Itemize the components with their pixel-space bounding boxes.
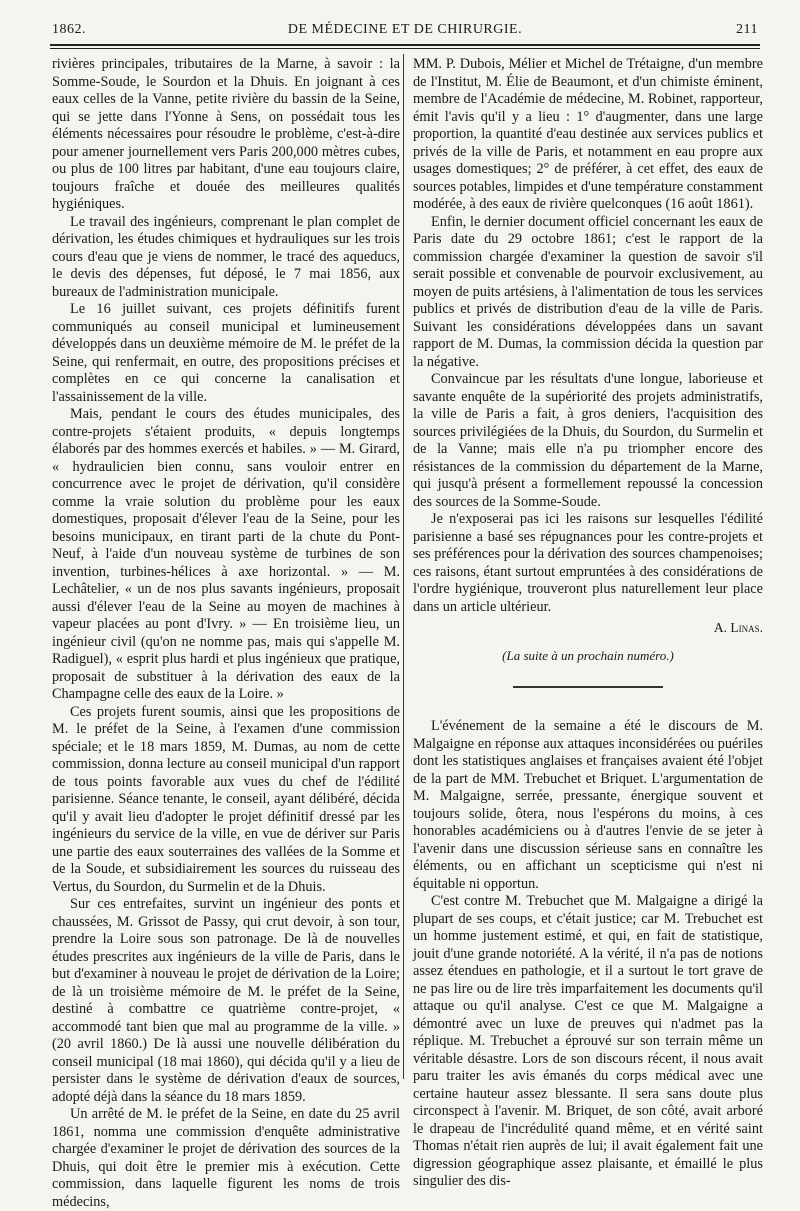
running-header xyxy=(52,22,758,44)
header-page-number: 211 xyxy=(736,22,758,37)
to-be-continued-note: (La suite à un prochain numéro.) xyxy=(502,647,674,663)
paragraph: Mais, pendant le cours des études municipales, des contre-projets s'étaient produits, « depuis longtemps élaborés par des hommes exercés et habiles. » — M. Girard, « hydraulicien bien connu, sans vouloir entrer en concurrence avec le projet de dérivation, qu'il considère comme la vraie solution du problème pour les eaux domestiques, proposait d'élever l'eau de la Seine, pour les besoins municipaux, en tirant parti de la chute du Pont-Neuf, à l'aide d'un nouveau système de turbines de son invention, turbines-hélices à axe horizontal. » — M. Lechâtelier, « un de nos plus savants ingénieurs, proposait aussi d'élever l'eau de la Seine au moyen de machines à vapeur placées au pont d'Ivry. » — En troisième lieu, un ingénieur civil (qu'on ne nomme pas, mais qui s'appelle M. Radiguel), « esprit plus hardi et plus ingénieux que pratique, proposait de substituer à la dérivation des eaux de la Champagne celle des eaux de la Loire. » xyxy=(52,406,400,702)
paragraph: Ces projets furent soumis, ainsi que les propositions de M. le préfet de la Seine, à l'examen d'une commission spéciale; et le 18 mars 1859, M. Dumas, au nom de cette commission, donna lecture au conseil municipal d'un rapport de tous points favorable aux vues du chef de l'édilité parisienne. Séance tenante, le conseil, ayant délibéré, décida qu'il y avait lieu d'adopter le projet définitif dressé par les ingénieurs du service de la ville, en vue de dériver sur Paris une partie des eaux souterraines des vallées de la Somme et de la Soude, et subsidiairement les sources du ruisseau des Vertus, du Sourdon, du Surmelin et de la Dhuis. xyxy=(52,703,400,895)
paragraph: Le travail des ingénieurs, comprenant le plan complet de dérivation, les études chimiques et hydrauliques sur les trois cours d'eau que je viens de nommer, le tracé des aqueducs, le devis des dépenses, fut déposé, le 7 mai 1856, aux bureaux de l'administration municipale. xyxy=(52,213,400,300)
paragraph: Un arrêté de M. le préfet de la Seine, en date du 25 avril 1861, nomma une commission d'enquête administrative chargée d'examiner le projet de dérivation des sources de la Dhuis, qui doit être le premier mis à exécution. Cette commission, dans laquelle figurent les noms de trois médecins, xyxy=(52,1106,400,1210)
header-year: 1862. xyxy=(52,22,86,37)
paragraph: Convaincue par les résultats d'une longue, laborieuse et savante enquête de la supériorité des projets administratifs, la ville de Paris a fait, à gros deniers, l'acquisition des sources privilégiées de la Dhuis, du Sourdon, du Surmelin et de la Vanne; mais elle n'a pu triompher encore des résistances de la commission du département de la Marne, qui jusqu'à présent a formellement repoussé la concession des sources de la Somme-Soude. xyxy=(413,371,763,510)
header-rule xyxy=(50,44,760,46)
paragraph: MM. P. Dubois, Mélier et Michel de Trétaigne, d'un membre de l'Institut, M. Élie de Beaumont, et d'un chimiste éminent, membre de l'Académie de médecine, M. Robinet, rapporteur, émit l'avis qu'il y a lieu : 1° d'augmenter, dans une large proportion, la quantité d'eau destinée aux services publics et privés de la ville de Paris, et notamment en eau propre aux usages domestiques; 2° de préférer, à cet effet, des eaux de sources potables, limpides et d'une température constamment modérée, à des eaux de rivière quelconques (16 août 1861). xyxy=(413,56,763,212)
signature-text: A. Linas. xyxy=(713,620,763,635)
paragraph: Sur ces entrefaites, survint un ingénieur des ponts et chaussées, M. Grissot de Passy, qui crut devoir, à son tour, prendre la Loire sous son patronage. De là de nouvelles études prescrites aux ingénieurs de la ville de Paris, dans le but d'examiner à nouveau le projet de dérivation de la Loire; de là un troisième mémoire de M. le préfet de la Seine, destiné à combattre ce quatrième contre-projet, « accommodé tant bien que mal au programme de la ville. » (20 avril 1860.) De là aussi une nouvelle délibération du conseil municipal (18 mai 1860), qui décida qu'il y a lieu de persister dans le système de dérivation d'eaux de sources, adopté déjà dans la séance du 18 mars 1859. xyxy=(52,896,400,1105)
column-divider xyxy=(403,54,404,1079)
left-column xyxy=(52,56,400,1211)
header-journal-title: DE MÉDECINE ET DE CHIRURGIE. xyxy=(287,22,523,37)
paragraph: L'événement de la semaine a été le discours de M. Malgaigne en réponse aux attaques inconsidérées ou puériles dont les statistiques anglaises et françaises avaient été l'objet de la part de MM. Trebuchet et Briquet. L'argumentation de M. Malgaigne, serrée, pressante, énergique souvent et toujours solide, ôtera, nous l'espérons du moins, à ces honorables académiciens ou à d'autres l'envie de se jeter à l'avenir dans une discussion sérieuse sans en connaître les éléments, ou en affichant un scepticisme qui n'est ni équitable ni opportun. xyxy=(413,718,763,892)
paragraph: Le 16 juillet suivant, ces projets définitifs furent communiqués au conseil municipal et lumineusement développés dans un deuxième mémoire de M. le préfet de la Seine, qui renfermait, en outre, des propositions précises et complètes en ce qui concerne la canalisation et l'assainissement de la ville. xyxy=(52,301,400,405)
paragraph: Enfin, le dernier document officiel concernant les eaux de Paris date du 29 octobre 1861; c'est le rapport de la commission chargée d'examiner la question de savoir s'il serait possible et convenable de pourvoir exclusivement, au moyen de puits artésiens, à l'alimentation de tous les services publics et privés de distribution d'eau de la ville de Paris. Suivant les considérations développées dans un savant rapport de M. Dumas, la commission décida la question par la négative. xyxy=(413,213,763,370)
paragraph: C'est contre M. Trebuchet que M. Malgaigne a dirigé la plupart de ses coups, et c'était justice; car M. Trebuchet est un homme justement estimé, et qui, en fait de statistique, jouit d'une grande notoriété. A la vérité, il n'a pas de notions assez étendues en pathologie, et il a surtout le tort grave de ne pas lire ou de lire très imparfaitement les documents qu'il attaque ou qu'il analyse. C'est ce que M. Malgaigne a démontré avec un luxe de preuves qui n'admet pas la réplique. M. Trebuchet a éprouvé sur son terrain même un véritable désastre. Lors de son discours récent, il nous avait paru traiter les avis émanés du corps médical avec une certaine hauteur assez blessante. Il sera sans doute plus circonspect à l'avenir. M. Briquet, de son côté, avait arboré le drapeau de l'incrédulité quand même, et en vérité saint Thomas n'était rien auprès de lui; il avait également fait une digression géographique assez plaisante, et émaillé le plus singulier des dis- xyxy=(413,893,763,1189)
header-rule-thin xyxy=(50,48,760,49)
paragraph: rivières principales, tributaires de la Marne, à savoir : la Somme-Soude, le Sourdon et la Dhuis. En joignant à ces eaux celles de la Vanne, petite rivière du bassin de la Seine, qui se jette dans l'Yonne à Sens, on possédait tous les éléments nécessaires pour résoudre le problème, c'est-à-dire pour amener journellement vers Paris 200,000 mètres cubes, ou plus de 100 litres par habitant, d'une eau toujours claire, toujours fraîche et douée des meilleures qualités hygiéniques. xyxy=(52,56,400,212)
paragraph: Je n'exposerai pas ici les raisons sur lesquelles l'édilité parisienne a basé ses répugnances pour les contre-projets et ses préférences pour la dérivation des sources champenoises; ces raisons, étant surtout empruntées à des considérations de l'ordre hygiénique, trouveront plus naturellement leur place dans un article ultérieur. xyxy=(413,511,763,615)
author-signature xyxy=(413,619,763,637)
right-column xyxy=(413,56,763,1191)
section-separator xyxy=(513,686,663,688)
